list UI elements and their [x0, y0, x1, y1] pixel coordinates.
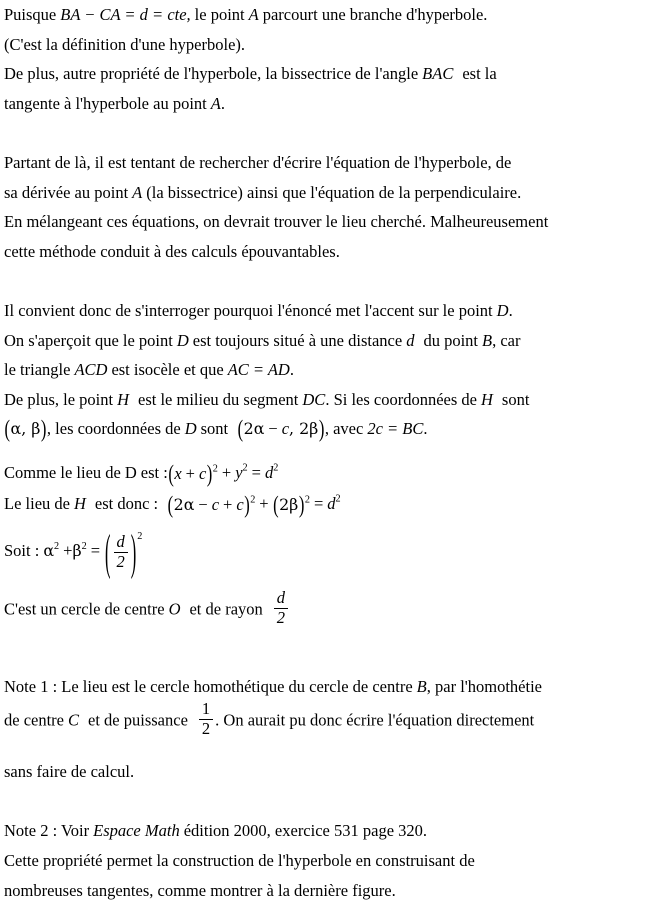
line-tail: sont	[501, 389, 530, 409]
fraction-one-half	[199, 701, 213, 738]
line-tail: .	[423, 419, 428, 439]
plus-sign: +	[221, 462, 232, 482]
line-mid: est isocèle et que	[111, 360, 224, 380]
text-line	[4, 672, 661, 702]
line-lead: De plus, autre propriété de l'hyperbole, la bissectrice de l'angle	[4, 64, 419, 84]
math-variable-c: c	[211, 495, 220, 515]
note-mid: et de puissance	[88, 710, 188, 730]
math-expression: BA − CA = d = cte,	[60, 5, 191, 24]
text-line	[4, 178, 661, 208]
exponent: 2	[212, 463, 218, 475]
math-alpha: α	[43, 541, 55, 561]
text-line	[4, 385, 661, 415]
text-line: cette méthode conduit à des calculs épouvantables.	[4, 241, 340, 261]
math-angle-bac: BAC	[422, 64, 454, 84]
line-mid2: du point	[423, 330, 478, 350]
math-equality-ac-ad: AC = AD	[227, 360, 290, 380]
text-line-coordinates	[4, 414, 661, 444]
coordinate-d-y: , 2β	[289, 419, 319, 439]
equations-block	[0, 458, 661, 642]
exponent: 2	[81, 540, 87, 552]
math-beta: β	[72, 541, 82, 561]
paren-close: )	[206, 459, 213, 488]
plus-sign: +	[185, 464, 195, 484]
note-tail: . On aurait pu donc écrire l'équation directement	[215, 710, 535, 730]
paren-close: )	[244, 490, 250, 519]
statement-lead: C'est un cercle de centre	[4, 599, 165, 619]
paren-open: (	[4, 414, 10, 443]
exponent: 2	[242, 462, 248, 474]
text-line: Partant de là, il est tentant de rechercher d'écrire l'équation de l'hyperbole, de	[4, 152, 512, 172]
plus-sign: +	[259, 493, 269, 513]
paren-close: )	[298, 490, 305, 519]
math-variable-b: B	[481, 330, 493, 350]
math-variable-a: A	[132, 182, 143, 202]
note-tail: , par l'homothétie	[426, 676, 542, 696]
math-variable-h: H	[117, 389, 129, 409]
math-variable-c: c	[198, 464, 207, 484]
line-lead: tangente à l'hyperbole au point	[4, 93, 207, 113]
text-line	[4, 0, 661, 30]
line-lead: le triangle	[4, 360, 71, 380]
line-tail: .	[220, 93, 225, 113]
text-line	[4, 59, 661, 89]
paragraph-equation-approach	[0, 148, 661, 266]
line-mid3: , avec	[324, 419, 364, 439]
line-tail: .	[508, 300, 513, 320]
text-line	[4, 89, 661, 119]
math-variable-a: A	[210, 93, 221, 113]
paragraph-spacer	[0, 787, 661, 817]
line-tail: , car	[492, 330, 521, 350]
line-tail: (la bissectrice) ainsi que l'équation de la perpendiculaire.	[146, 182, 522, 202]
line-lead: Puisque	[4, 5, 57, 24]
equation-label-tail: est donc :	[94, 493, 159, 513]
plus-sign: +	[63, 541, 73, 561]
line-lead: Il convient donc de s'interroger pourquoi l'énoncé met l'accent sur le point	[4, 300, 493, 320]
fraction-d-over-2	[114, 531, 128, 571]
math-variable-o: O	[168, 599, 181, 619]
exponent: 2	[250, 494, 256, 506]
math-variable-d: d	[327, 493, 336, 513]
text-line: Cette propriété permet la construction de l'hyperbole en construisant de	[4, 850, 475, 870]
math-variable-b: B	[416, 676, 427, 696]
paren-close: )	[40, 414, 47, 443]
math-variable-c: c	[236, 495, 244, 515]
line-lead: De plus, le point	[4, 389, 114, 409]
math-equality-2c-bc: 2c = BC	[367, 419, 424, 439]
equation-locus-d	[4, 458, 661, 489]
paren-close: )	[318, 414, 325, 443]
line-lead: On s'aperçoit que le point	[4, 330, 173, 350]
exponent: 2	[273, 462, 279, 474]
coordinate-d-x: 2α	[243, 419, 265, 439]
line-tail: .	[289, 360, 294, 380]
equation-label: Soit :	[4, 541, 40, 561]
equals-sign: =	[90, 541, 101, 561]
fraction-denominator: 2	[114, 552, 128, 571]
paren-open: (	[273, 490, 279, 519]
book-title: Espace Math	[93, 821, 180, 841]
math-variable-d: d	[264, 462, 274, 482]
paragraph-hyperbola-definition	[0, 0, 661, 118]
text-line: nombreuses tangentes, comme montrer à la dernière figure.	[4, 880, 396, 900]
text-line	[4, 355, 661, 385]
text-line: sans faire de calcul.	[4, 762, 135, 782]
text-line: En mélangeant ces équations, on devrait trouver le lieu cherché. Malheureusement	[4, 212, 549, 232]
exponent: 2	[335, 493, 341, 505]
math-variable-h: H	[73, 493, 86, 513]
equation-locus-h	[4, 489, 661, 520]
math-variable-d: D	[496, 300, 509, 320]
note-lead: Note 1 : Le lieu est le cercle homothétique du cercle de centre	[4, 676, 413, 696]
equation-label: Le lieu de	[4, 493, 70, 513]
statement-circle	[4, 587, 661, 642]
math-variable-d: D	[124, 462, 137, 482]
line-mid: est le milieu du segment	[138, 389, 299, 409]
fraction-numerator: 1	[201, 699, 211, 719]
math-variable-y: y	[235, 462, 243, 482]
math-variable-h: H	[481, 389, 493, 409]
math-variable-c: C	[68, 710, 80, 730]
math-variable-d: D	[184, 419, 197, 439]
fraction-d-over-2	[274, 587, 288, 627]
fraction-numerator: d	[276, 587, 286, 607]
paragraph-spacer	[0, 118, 661, 148]
paren-open: (	[168, 459, 174, 488]
paren-open: (	[237, 414, 244, 443]
line-tail: parcourt une branche d'hyperbole.	[262, 5, 488, 24]
math-triangle-acd: ACD	[74, 360, 108, 380]
equals-sign: =	[251, 462, 261, 482]
fraction-denominator: 2	[199, 719, 213, 738]
math-variable-x: x	[174, 464, 182, 484]
paren-open: (	[105, 523, 111, 581]
fraction-denominator: 2	[274, 608, 288, 627]
line-tail: est la	[462, 64, 497, 84]
note-lead: de centre	[4, 710, 64, 730]
math-variable-c: c	[281, 419, 290, 439]
text-line	[4, 296, 661, 326]
term-2alpha: 2α	[173, 495, 195, 515]
math-variable-d: D	[176, 330, 189, 350]
equation-label-tail: est :	[140, 462, 168, 482]
statement-tail: et de rayon	[189, 599, 263, 619]
paragraph-spacer	[0, 642, 661, 672]
math-variable-distance: d	[406, 330, 415, 350]
paren-open: (	[167, 490, 174, 519]
spacer	[4, 520, 661, 534]
math-variable-a: A	[248, 5, 259, 24]
paragraph-point-d	[0, 296, 661, 444]
exponent: 2	[137, 530, 143, 542]
math-segment-dc: DC	[302, 389, 326, 409]
note-1	[0, 672, 661, 787]
text-line	[4, 326, 661, 356]
note-tail: édition 2000, exercice 531 page 320.	[183, 821, 428, 841]
line-mid2: . Si les coordonnées de	[325, 389, 477, 409]
text-line	[4, 816, 661, 846]
line-lead: sa dérivée au point	[4, 182, 129, 202]
paren-close: )	[130, 523, 137, 581]
coordinates-h: α, β	[10, 419, 41, 439]
text-line	[4, 701, 661, 757]
text-line: (C'est la définition d'une hyperbole).	[4, 34, 246, 54]
line-mid: est toujours situé à une distance	[192, 330, 403, 350]
equation-label: Comme le lieu de	[4, 462, 121, 482]
line-after: le point	[194, 5, 245, 24]
note-lead: Note 2 : Voir	[4, 821, 90, 841]
fraction-numerator: d	[116, 531, 125, 551]
note-2	[0, 816, 661, 905]
exponent: 2	[304, 494, 310, 506]
paragraph-spacer	[0, 266, 661, 296]
exponent: 2	[54, 540, 60, 552]
paragraph-spacer	[0, 444, 661, 458]
minus-sign: −	[198, 495, 208, 515]
plus-sign: +	[223, 495, 233, 515]
line-mid: , les coordonnées de	[46, 419, 181, 439]
minus-sign: −	[268, 419, 278, 439]
term-2beta: 2β	[279, 495, 299, 515]
equation-soit	[4, 523, 661, 590]
equals-sign: =	[313, 493, 324, 513]
line-mid2: sont	[200, 419, 229, 439]
